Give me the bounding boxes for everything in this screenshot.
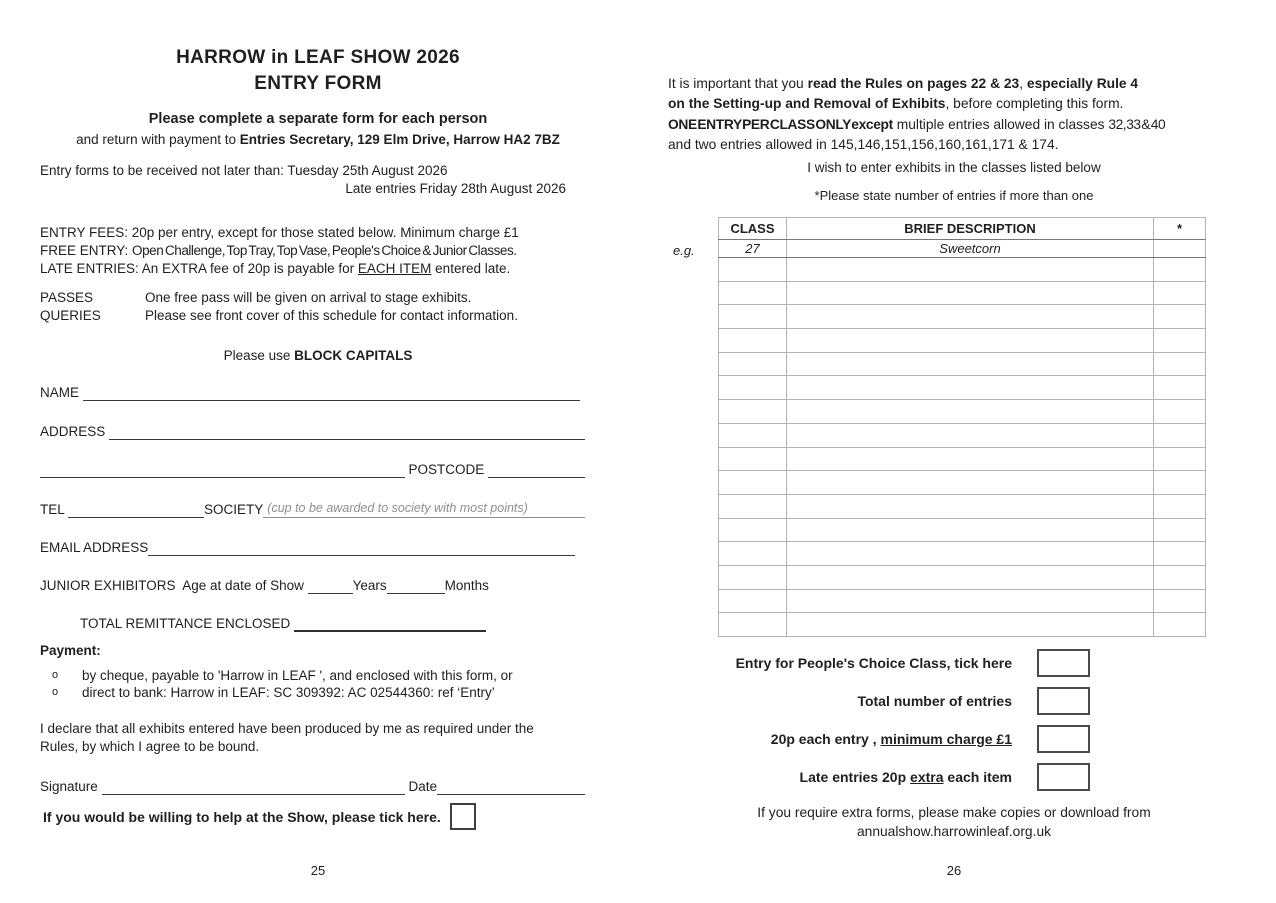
- payment-option-cheque: [40, 667, 596, 684]
- class-cell: [719, 613, 787, 637]
- late-entries-line: [40, 260, 596, 278]
- queries-label: QUERIES: [40, 307, 101, 323]
- class-cell: [719, 494, 787, 518]
- address-label: ADDRESS: [40, 424, 110, 439]
- total-entries-label: [857, 693, 1012, 709]
- late-entries-suffix: entered late.: [431, 261, 511, 276]
- example-star-cell: [1154, 240, 1206, 258]
- subtitle: Please complete a separate form for each person: [148, 111, 488, 127]
- date-fill-line: [437, 779, 585, 795]
- help-tick-checkbox: [450, 803, 476, 830]
- star-cell: [1154, 329, 1206, 353]
- description-cell: [787, 258, 1154, 282]
- entry-fees-line: ENTRY FEES: 20p per entry, except for those stated below. Minimum charge £1: [40, 225, 519, 240]
- col-header-description: BRIEF DESCRIPTION: [787, 218, 1154, 240]
- email-label: EMAIL ADDRESS: [40, 540, 149, 555]
- empty-entry-row: [719, 258, 1206, 282]
- rules-l1-bold1: read the Rules on pages 22 & 23: [807, 76, 1020, 91]
- class-cell: [719, 376, 787, 400]
- class-cell: [719, 305, 787, 329]
- star-cell: [1154, 305, 1206, 329]
- star-cell: [1154, 258, 1206, 282]
- name-label: NAME: [40, 385, 83, 400]
- empty-entry-row: [719, 281, 1206, 305]
- payment-heading: Payment:: [40, 643, 101, 658]
- block-capitals-prefix: Please use: [223, 348, 295, 363]
- page-number-right: 26: [946, 863, 962, 878]
- tel-society-row: [40, 500, 596, 518]
- empty-entry-row: [719, 542, 1206, 566]
- rules-l1-normal2: ,: [1019, 76, 1027, 91]
- entries-secretary-address: Entries Secretary, 129 Elm Drive, Harrow HA2 7BZ: [239, 132, 560, 147]
- passes-queries-section: [40, 289, 596, 324]
- label-text: Entry for People's Choice Class, tick here: [735, 655, 1012, 671]
- totals-section: [668, 649, 1240, 801]
- years-label: Years: [352, 578, 387, 593]
- rules-paragraph-line2: [668, 94, 1240, 114]
- empty-entry-row: [719, 518, 1206, 542]
- block-capitals-bold: BLOCK CAPITALS: [294, 348, 413, 363]
- empty-entry-row: [719, 400, 1206, 424]
- peoples-choice-label: [736, 655, 1012, 671]
- society-label: SOCIETY: [204, 502, 264, 517]
- description-cell: [787, 400, 1154, 424]
- class-cell: [719, 471, 787, 495]
- one-entry-line2: and two entries allowed in 145,146,151,156,160,161,171 & 174.: [668, 136, 1059, 152]
- one-entry-classes: 32,33 & 40: [1108, 117, 1166, 132]
- free-entry-label: FREE ENTRY:: [40, 243, 133, 258]
- form-title-line1: HARROW in LEAF SHOW 2026: [176, 47, 460, 68]
- postcode-label: POSTCODE: [404, 462, 488, 477]
- passes-text: One free pass will be given on arrival to stage exhibits.: [145, 290, 472, 305]
- postcode-field-row: [40, 461, 596, 478]
- empty-entry-row: [719, 589, 1206, 613]
- class-cell: [719, 565, 787, 589]
- description-cell: [787, 423, 1154, 447]
- return-address-line: [40, 132, 596, 147]
- name-field-row: [40, 384, 596, 401]
- class-cell: [719, 589, 787, 613]
- empty-entry-row: [719, 613, 1206, 637]
- description-cell: [787, 447, 1154, 471]
- bullet-circle-icon: o: [52, 686, 59, 698]
- empty-entry-row: [719, 352, 1206, 376]
- one-entry-line1: [668, 115, 1240, 135]
- email-field-row: [40, 539, 596, 556]
- star-cell: [1154, 494, 1206, 518]
- star-cell: [1154, 613, 1206, 637]
- star-cell: [1154, 376, 1206, 400]
- star-cell: [1154, 589, 1206, 613]
- one-entry-paragraph: [668, 115, 1240, 154]
- empty-entry-row: [719, 329, 1206, 353]
- deadline-line2: Late entries Friday 28th August 2026: [345, 181, 566, 196]
- page-number-left: 25: [310, 863, 326, 878]
- label-text: 20p each entry ,: [770, 731, 881, 747]
- form-title-line2: ENTRY FORM: [254, 73, 382, 94]
- description-cell: [787, 376, 1154, 400]
- tel-label: TEL: [40, 502, 69, 517]
- remittance-label: TOTAL REMITTANCE ENCLOSED: [80, 616, 295, 631]
- empty-entry-row: [719, 494, 1206, 518]
- months-label: Months: [444, 578, 489, 593]
- queries-row: [40, 307, 596, 325]
- one-entry-bold: ONE ENTRY PER CLASS ONLY except: [668, 117, 893, 132]
- rules-paragraph: [668, 74, 1240, 113]
- total-entries-row: [668, 687, 1240, 715]
- class-cell: [719, 400, 787, 424]
- entries-note-line: *Please state number of entries if more than one: [814, 188, 1094, 203]
- signature-label: Signature: [40, 779, 102, 794]
- address-fill-line: [109, 424, 585, 440]
- late-entries-prefix: LATE ENTRIES: An EXTRA fee of 20p is payable for: [40, 261, 358, 276]
- star-cell: [1154, 281, 1206, 305]
- entries-table-header-row: [719, 218, 1206, 240]
- remittance-row: [40, 615, 596, 632]
- entry-fee-box: [1037, 725, 1090, 753]
- deadline-line1: Entry forms to be received not later than: Tuesday 25th August 2026: [40, 163, 448, 178]
- fees-section: [40, 224, 596, 278]
- star-cell: [1154, 518, 1206, 542]
- remittance-fill-line: [294, 616, 486, 632]
- class-cell: [719, 258, 787, 282]
- description-cell: [787, 352, 1154, 376]
- one-entry-normal: multiple entries allowed in classes: [892, 117, 1109, 132]
- description-cell: [787, 494, 1154, 518]
- queries-text: Please see front cover of this schedule for contact information.: [145, 307, 518, 323]
- label-underlined: extra: [910, 769, 944, 785]
- label-underlined: minimum charge £1: [880, 731, 1012, 747]
- name-fill-line: [83, 385, 580, 401]
- date-label: Date: [404, 779, 438, 794]
- description-cell: [787, 613, 1154, 637]
- junior-exhibitors-row: [40, 577, 596, 594]
- col-header-star: *: [1154, 218, 1206, 240]
- description-cell: [787, 471, 1154, 495]
- signature-date-row: [40, 778, 596, 795]
- payment-option-bank: [40, 684, 596, 701]
- tel-fill-line: [68, 502, 204, 518]
- description-cell: [787, 589, 1154, 613]
- years-fill-line: [308, 578, 353, 594]
- empty-entry-row: [719, 447, 1206, 471]
- example-description-cell: Sweetcorn: [787, 240, 1154, 258]
- footer-line1: If you require extra forms, please make copies or download from: [757, 805, 1151, 820]
- help-text: If you would be willing to help at the Show, please tick here.: [43, 808, 441, 825]
- label-text: Total number of entries: [857, 693, 1012, 709]
- junior-label: JUNIOR EXHIBITORS Age at date of Show: [40, 578, 308, 593]
- block-capitals-line: [40, 348, 596, 363]
- star-cell: [1154, 423, 1206, 447]
- wish-line: I wish to enter exhibits in the classes listed below: [807, 160, 1101, 175]
- rules-l2-normal: , before completing this form.: [945, 95, 1124, 111]
- footer-url: annualshow.harrowinleaf.org.uk: [856, 823, 1052, 839]
- star-cell: [1154, 400, 1206, 424]
- declaration-text: I declare that all exhibits entered have been produced by me as required under the Rules, by which I agree to be bound.: [40, 721, 534, 754]
- late-entries-label: [800, 769, 1012, 785]
- help-tick-row: [40, 803, 596, 830]
- star-cell: [1154, 447, 1206, 471]
- class-cell: [719, 447, 787, 471]
- empty-entry-row: [719, 423, 1206, 447]
- label-suffix: each item: [943, 769, 1012, 785]
- description-cell: [787, 305, 1154, 329]
- example-marker: e.g.: [673, 243, 695, 258]
- months-fill-line: [387, 578, 445, 594]
- entries-table-wrap: [673, 217, 1205, 637]
- peoples-choice-box: [1037, 649, 1090, 677]
- class-cell: [719, 542, 787, 566]
- each-item-underlined: EACH ITEM: [357, 261, 432, 276]
- entry-fee-label: [771, 731, 1012, 747]
- class-cell: [719, 329, 787, 353]
- bullet-circle-icon: o: [52, 669, 59, 681]
- class-cell: [719, 281, 787, 305]
- payment-option2-text: direct to bank: Harrow in LEAF: SC 309392: AC 02544360: ref ‘Entry’: [82, 685, 495, 700]
- society-cup-note: (cup to be awarded to society with most points): [263, 500, 585, 518]
- rules-l1-normal1: It is important that you: [668, 76, 808, 91]
- entry-fee-row: [668, 725, 1240, 753]
- star-cell: [1154, 565, 1206, 589]
- entries-table-body: [719, 240, 1206, 637]
- extra-forms-footer: [668, 804, 1240, 841]
- postcode-fill-line: [488, 462, 585, 478]
- passes-label: PASSES: [40, 290, 94, 305]
- address-fill-line2: [40, 462, 405, 478]
- return-prefix: and return with payment to: [76, 132, 240, 147]
- entries-table: [718, 217, 1206, 637]
- free-entry-line: [40, 242, 596, 260]
- signature-fill-line: [102, 779, 405, 795]
- star-cell: [1154, 542, 1206, 566]
- late-entries-box: [1037, 763, 1090, 791]
- example-row: [719, 240, 1206, 258]
- free-entry-classes: Open Challenge, Top Tray, Top Vase, People's Choice & Junior Classes.: [132, 243, 517, 258]
- class-cell: [719, 352, 787, 376]
- description-cell: [787, 329, 1154, 353]
- right-page: [668, 0, 1240, 903]
- address-field-row: [40, 423, 596, 440]
- empty-entry-row: [719, 471, 1206, 495]
- description-cell: [787, 542, 1154, 566]
- class-cell: [719, 423, 787, 447]
- left-page: [40, 0, 596, 903]
- label-text: Late entries 20p: [799, 769, 911, 785]
- example-class-cell: 27: [719, 240, 787, 258]
- empty-entry-row: [719, 565, 1206, 589]
- total-entries-box: [1037, 687, 1090, 715]
- description-cell: [787, 281, 1154, 305]
- rules-l2-bold: on the Setting-up and Removal of Exhibits: [668, 95, 946, 111]
- empty-entry-row: [719, 305, 1206, 329]
- rules-l1-bold2: especially Rule 4: [1026, 76, 1139, 91]
- passes-row: [40, 289, 596, 307]
- rules-paragraph-line1: [668, 74, 1240, 94]
- peoples-choice-row: [668, 649, 1240, 677]
- form-title: [40, 45, 596, 97]
- star-cell: [1154, 352, 1206, 376]
- description-cell: [787, 565, 1154, 589]
- payment-option1-text: by cheque, payable to 'Harrow in LEAF ', and enclosed with this form, or: [82, 668, 513, 683]
- col-header-class: CLASS: [719, 218, 787, 240]
- empty-entry-row: [719, 376, 1206, 400]
- class-cell: [719, 518, 787, 542]
- email-fill-line: [148, 540, 575, 556]
- late-entries-row: [668, 763, 1240, 791]
- description-cell: [787, 518, 1154, 542]
- star-cell: [1154, 471, 1206, 495]
